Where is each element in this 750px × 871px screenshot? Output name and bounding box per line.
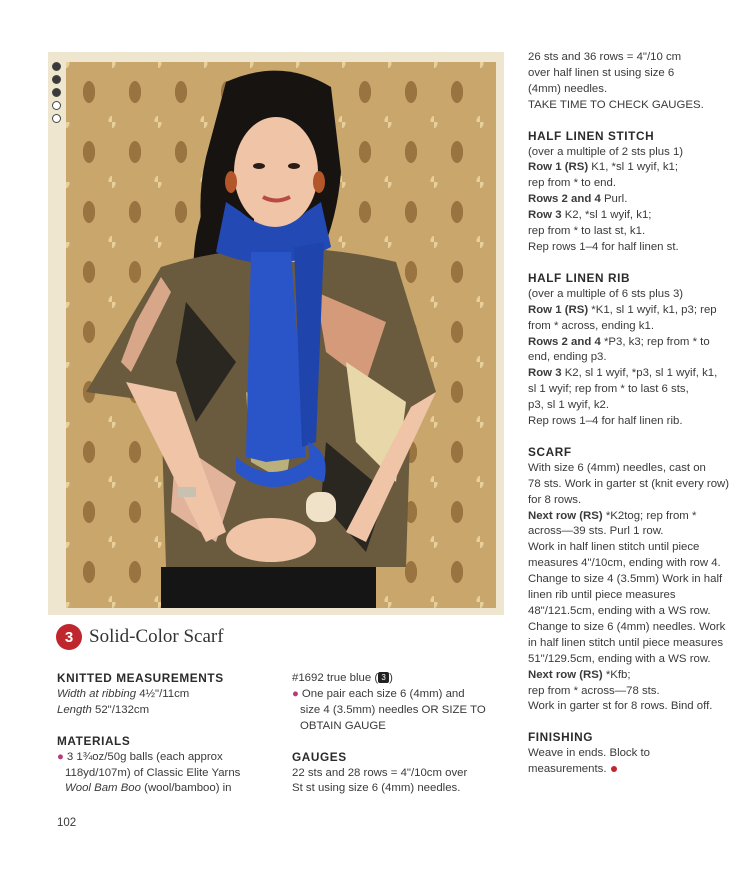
project-number-badge: 3 [56, 624, 82, 650]
instruction-line: (over a multiple of 6 sts plus 3) [528, 287, 684, 300]
materials-item-yarn: ● 3 1¾oz/50g balls (each approx [57, 750, 223, 763]
instruction-line: Next row (RS) *Kfb; [528, 668, 631, 681]
instruction-line: Row 1 (RS) K1, *sl 1 wyif, k1; [528, 161, 679, 174]
instruction-line: end, ending p3. [528, 351, 607, 364]
instruction-line: from * across, ending k1. [528, 319, 654, 332]
bullet-icon: ● [57, 750, 64, 763]
half-linen-stitch-heading: HALF LINEN STITCH [528, 128, 655, 143]
instruction-line: linen rib until piece measures [528, 589, 676, 602]
instruction-line: With size 6 (4mm) needles, cast on [528, 461, 706, 474]
instruction-line: measurements. [528, 762, 743, 778]
instruction-line: in half linen stitch until piece measures [528, 636, 724, 649]
materials-heading: MATERIALS [57, 733, 131, 748]
nav-dot [52, 114, 61, 123]
instruction-line: rep from * across—78 sts. [528, 684, 660, 697]
instruction-line: 48"/121.5cm, ending with a WS row. [528, 605, 711, 617]
gauges-heading: GAUGES [292, 749, 347, 764]
project-title [56, 624, 224, 650]
nav-dots [52, 62, 64, 127]
materials-text: OBTAIN GAUGE [300, 719, 386, 732]
column-middle [292, 671, 507, 797]
column-right [528, 50, 743, 778]
gauges-text: (4mm) needles. [528, 82, 608, 95]
gauges-text: 22 sts and 28 rows = 4"/10cm over [292, 766, 468, 779]
instruction-line: sl 1 wyif; rep from * to last 6 sts, [528, 383, 689, 396]
knitted-measurements-heading: KNITTED MEASUREMENTS [57, 671, 224, 685]
instruction-line: Weave in ends. Block to [528, 747, 650, 760]
project-title-text: Solid-Color Scarf [89, 626, 224, 647]
nav-dot [52, 75, 61, 84]
width-measurement: Width at ribbing 4½"/11cm [57, 687, 190, 700]
half-linen-rib-heading: HALF LINEN RIB [528, 270, 631, 285]
instruction-line: Change to size 6 (4mm) needles. Work [528, 620, 726, 633]
gauges-text: 26 sts and 36 rows = 4"/10 cm [528, 51, 682, 63]
instruction-line: rep from * to end. [528, 177, 617, 190]
instruction-line: measures 4"/10cm, ending with row 4. [528, 557, 721, 570]
instruction-line: Rows 2 and 4 Purl. [528, 193, 628, 206]
instruction-line: 78 sts. Work in garter st (knit every row) [528, 477, 730, 490]
nav-dot [52, 62, 61, 71]
finishing-heading: FINISHING [528, 730, 594, 745]
instruction-line: Work in half linen stitch until piece [528, 541, 700, 554]
instruction-line: Change to size 4 (3.5mm) Work in half [528, 573, 723, 586]
end-mark-icon [611, 766, 617, 772]
materials-text: size 4 (3.5mm) needles OR SIZE TO [300, 703, 486, 716]
materials-text: Wool Bam Boo (wool/bamboo) in [65, 782, 232, 795]
instruction-line: 51"/129.5cm, ending with a WS row. [528, 652, 711, 665]
instruction-line: across—39 sts. Purl 1 row. [528, 525, 664, 538]
instruction-line: (over a multiple of 2 sts plus 1) [528, 145, 684, 158]
nav-dot [52, 101, 61, 110]
instruction-line: p3, sl 1 wyif, k2. [528, 399, 610, 412]
materials-item-needles: ● One pair each size 6 (4mm) and [292, 687, 465, 700]
scarf-heading: SCARF [528, 444, 572, 459]
materials-text: 118yd/107m) of Classic Elite Yarns [65, 766, 241, 779]
page-number: 102 [57, 817, 77, 829]
instruction-line: Rep rows 1–4 for half linen st. [528, 240, 679, 253]
instruction-line: Work in garter st for 8 rows. Bind off. [528, 700, 713, 713]
column-left [57, 671, 272, 797]
instruction-line: Row 3 K2, sl 1 wyif, *p3, sl 1 wyif, k1, [528, 367, 718, 380]
instruction-line: Row 1 (RS) *K1, sl 1 wyif, k1, p3; rep [528, 303, 717, 316]
instruction-line: Rep rows 1–4 for half linen rib. [528, 415, 683, 428]
instruction-line: for 8 rows. [528, 493, 582, 506]
bullet-icon: ● [292, 687, 299, 700]
nav-dot [52, 88, 61, 97]
gauges-text: St st using size 6 (4mm) needles. [292, 782, 461, 795]
gauges-text: TAKE TIME TO CHECK GAUGES. [528, 98, 704, 111]
instruction-line: Row 3 K2, *sl 1 wyif, k1; [528, 209, 652, 222]
instruction-line: Next row (RS) *K2tog; rep from * [528, 509, 697, 522]
instruction-line: rep from * to last st, k1. [528, 225, 646, 238]
materials-text: #1692 true blue ( 3 ) [292, 672, 393, 684]
gauges-text: over half linen st using size 6 [528, 66, 675, 79]
instruction-line: Rows 2 and 4 *P3, k3; rep from * to [528, 335, 710, 348]
yarn-weight-icon: 3 [378, 672, 389, 683]
length-measurement: Length 52"/132cm [57, 703, 150, 716]
model-illustration [66, 62, 496, 608]
model-photo [66, 62, 496, 608]
